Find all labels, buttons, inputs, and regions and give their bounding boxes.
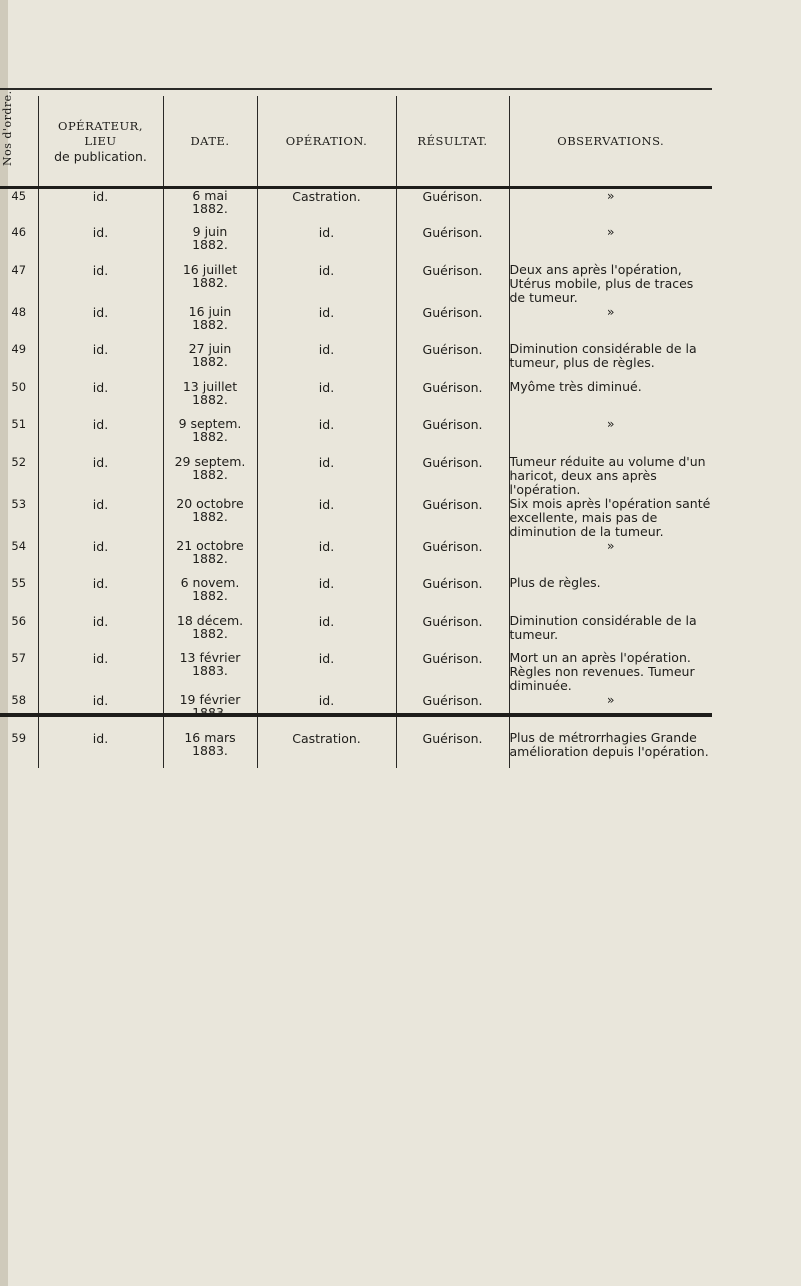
date-year: 1882. [192,237,228,252]
operator-cell: id. [38,693,163,731]
operation-cell: id. [257,693,396,731]
operation-cell: id. [257,225,396,263]
date-year: 1882. [192,508,228,524]
date-cell [163,342,257,380]
observations-text: » [606,224,615,239]
operator-cell: id. [38,225,163,263]
date-year: 1882. [192,588,228,603]
operator-cell: id. [38,497,163,539]
date-year: 1882. [192,316,228,332]
order-number: 55 [11,576,27,590]
result-cell: Guérison. [396,693,509,731]
result-cell: Guérison. [396,651,509,693]
observations-cell [509,497,712,539]
result-cell: Guérison. [396,614,509,652]
observations-cell [509,417,712,455]
operation-cell: id. [257,455,396,497]
header-row [0,96,712,188]
date-year: 1882. [192,466,228,482]
header-operation [257,96,396,188]
date-day: 9 juin [192,224,228,239]
observations-text: » [606,537,615,553]
observations-text: Tumeur réduite au volume d'un haricot, deux ans après l'opération. [509,453,706,497]
operation-cell: id. [257,380,396,418]
observations-text: » [606,692,615,707]
operator-cell: id. [38,539,163,577]
date-year: 1882. [192,201,228,216]
operation-cell: id. [257,497,396,539]
table-row [0,417,712,455]
table-row [0,305,712,343]
operation-cell: id. [257,263,396,305]
observations-cell [509,380,712,418]
order-number: 45 [11,189,27,203]
operator-cell: id. [38,576,163,614]
result-cell: Guérison. [396,417,509,455]
operator-cell: id. [38,651,163,693]
table-row [0,614,712,652]
order-number: 50 [11,379,27,394]
date-cell [163,651,257,693]
order-number: 59 [11,730,27,745]
order-number: 53 [11,496,27,511]
order-number: 58 [11,693,27,707]
header-operator-line3: de publication. [54,148,147,164]
result-cell: Guérison. [396,380,509,418]
header-operator-line2: LIEU [84,133,117,148]
operator-cell: id. [38,305,163,343]
order-number: 49 [11,342,27,356]
surgery-register-table [0,90,712,768]
table-row [0,576,712,614]
operation-cell: id. [257,305,396,343]
bottom-rule [0,713,712,717]
table-row [0,455,712,497]
observations-cell [509,693,712,731]
observations-cell [509,576,712,614]
header-order-number-label: Nos d'ordre. [1,90,14,166]
observations-cell [509,225,712,263]
header-result-label: RÉSULTAT. [417,133,488,148]
observations-cell [509,455,712,497]
operator-cell: id. [38,188,163,226]
observations-text: » [606,416,615,431]
date-cell [163,576,257,614]
table-row [0,188,712,226]
date-day: 6 mai [192,188,228,203]
operator-cell: id. [38,731,163,769]
order-number: 56 [11,613,27,628]
date-cell [163,417,257,455]
top-rule [0,88,712,90]
date-day: 16 juillet [182,261,238,277]
date-day: 20 octobre [176,495,244,511]
operation-cell: id. [257,342,396,380]
result-cell: Guérison. [396,455,509,497]
date-cell [163,731,257,769]
date-cell [163,380,257,418]
operator-cell: id. [38,614,163,652]
order-number: 51 [11,417,27,431]
operation-cell: id. [257,576,396,614]
result-cell: Guérison. [396,342,509,380]
observations-text: Diminution considérable de la tumeur. [509,612,697,642]
table-row [0,380,712,418]
date-day: 18 décem. [176,612,244,628]
table-row [0,263,712,305]
date-cell [163,225,257,263]
order-number: 57 [11,651,27,665]
date-cell [163,305,257,343]
operation-cell: id. [257,417,396,455]
date-year: 1882. [192,274,228,290]
date-day: 27 juin [188,341,232,356]
observations-cell [509,731,712,769]
result-cell: Guérison. [396,731,509,769]
date-cell [163,455,257,497]
table-row [0,539,712,577]
header-operation-label: OPÉRATION. [285,133,368,148]
header-observations-label: OBSERVATIONS. [557,133,665,148]
operator-cell: id. [38,380,163,418]
observations-text: Mort un an après l'opération. Règles non revenues. Tumeur diminuée. [509,650,695,693]
observations-text: Deux ans après l'opération, Utérus mobile, plus de traces de tumeur. [509,261,694,305]
operator-cell: id. [38,417,163,455]
observations-text: » [606,303,615,319]
observations-cell [509,539,712,577]
operation-cell: id. [257,539,396,577]
order-number: 46 [11,225,27,239]
observations-text: » [606,188,615,203]
operation-cell: id. [257,614,396,652]
table-row [0,342,712,380]
observations-text: Plus de règles. [509,575,601,590]
date-cell [163,539,257,577]
header-result [396,96,509,188]
order-number: 48 [11,304,27,319]
header-date-label: DATE. [190,133,230,148]
date-day: 16 juin [188,303,232,319]
result-cell: Guérison. [396,188,509,226]
observations-cell [509,342,712,380]
operation-cell: Castration. [257,731,396,769]
date-cell [163,614,257,652]
date-day: 9 septem. [178,416,242,431]
result-cell: Guérison. [396,305,509,343]
observations-cell [509,614,712,652]
result-cell: Guérison. [396,263,509,305]
operation-cell: id. [257,651,396,693]
observations-text: Myôme très diminué. [509,378,642,394]
date-day: 19 février [179,692,241,707]
result-cell: Guérison. [396,539,509,577]
header-date [163,96,257,188]
observations-cell [509,305,712,343]
table-row [0,651,712,693]
result-cell: Guérison. [396,497,509,539]
date-day: 29 septem. [174,453,246,469]
date-cell [163,497,257,539]
order-number: 52 [11,454,27,469]
observations-cell [509,263,712,305]
date-year: 1882. [192,429,228,444]
date-cell [163,263,257,305]
date-year: 1883. [192,663,228,678]
observations-text: Diminution considérable de la tumeur, plus de règles. [509,341,697,370]
header-operator [38,96,163,188]
observations-cell [509,651,712,693]
observations-cell [509,188,712,226]
date-day: 13 février [179,650,241,665]
date-year: 1882. [192,391,228,407]
order-number: 54 [11,538,27,553]
table-row [0,497,712,539]
date-year: 1882. [192,550,228,566]
date-day: 6 novem. [180,575,240,590]
operator-cell: id. [38,263,163,305]
date-year: 1882. [192,625,228,641]
table-row [0,225,712,263]
date-year: 1882. [192,354,228,369]
header-order-number [0,90,38,188]
order-number: 47 [11,262,27,277]
date-year: 1883. [192,742,228,758]
table-row [0,731,712,769]
operation-cell: Castration. [257,188,396,226]
date-cell [163,693,257,731]
date-cell [163,188,257,226]
result-cell: Guérison. [396,576,509,614]
table-row [0,693,712,731]
date-day: 16 mars [184,729,236,745]
result-cell: Guérison. [396,225,509,263]
operator-cell: id. [38,342,163,380]
header-operator-line1: OPÉRATEUR, [58,118,143,133]
date-day: 13 juillet [182,378,238,394]
operator-cell: id. [38,455,163,497]
observations-text: Six mois après l'opération santé excellente, mais pas de diminution de la tumeur. [509,495,711,539]
header-observations [509,96,712,188]
date-day: 21 octobre [176,537,244,553]
observations-text: Plus de métrorrhagies Grande amélioration depuis l'opération. [509,729,709,759]
